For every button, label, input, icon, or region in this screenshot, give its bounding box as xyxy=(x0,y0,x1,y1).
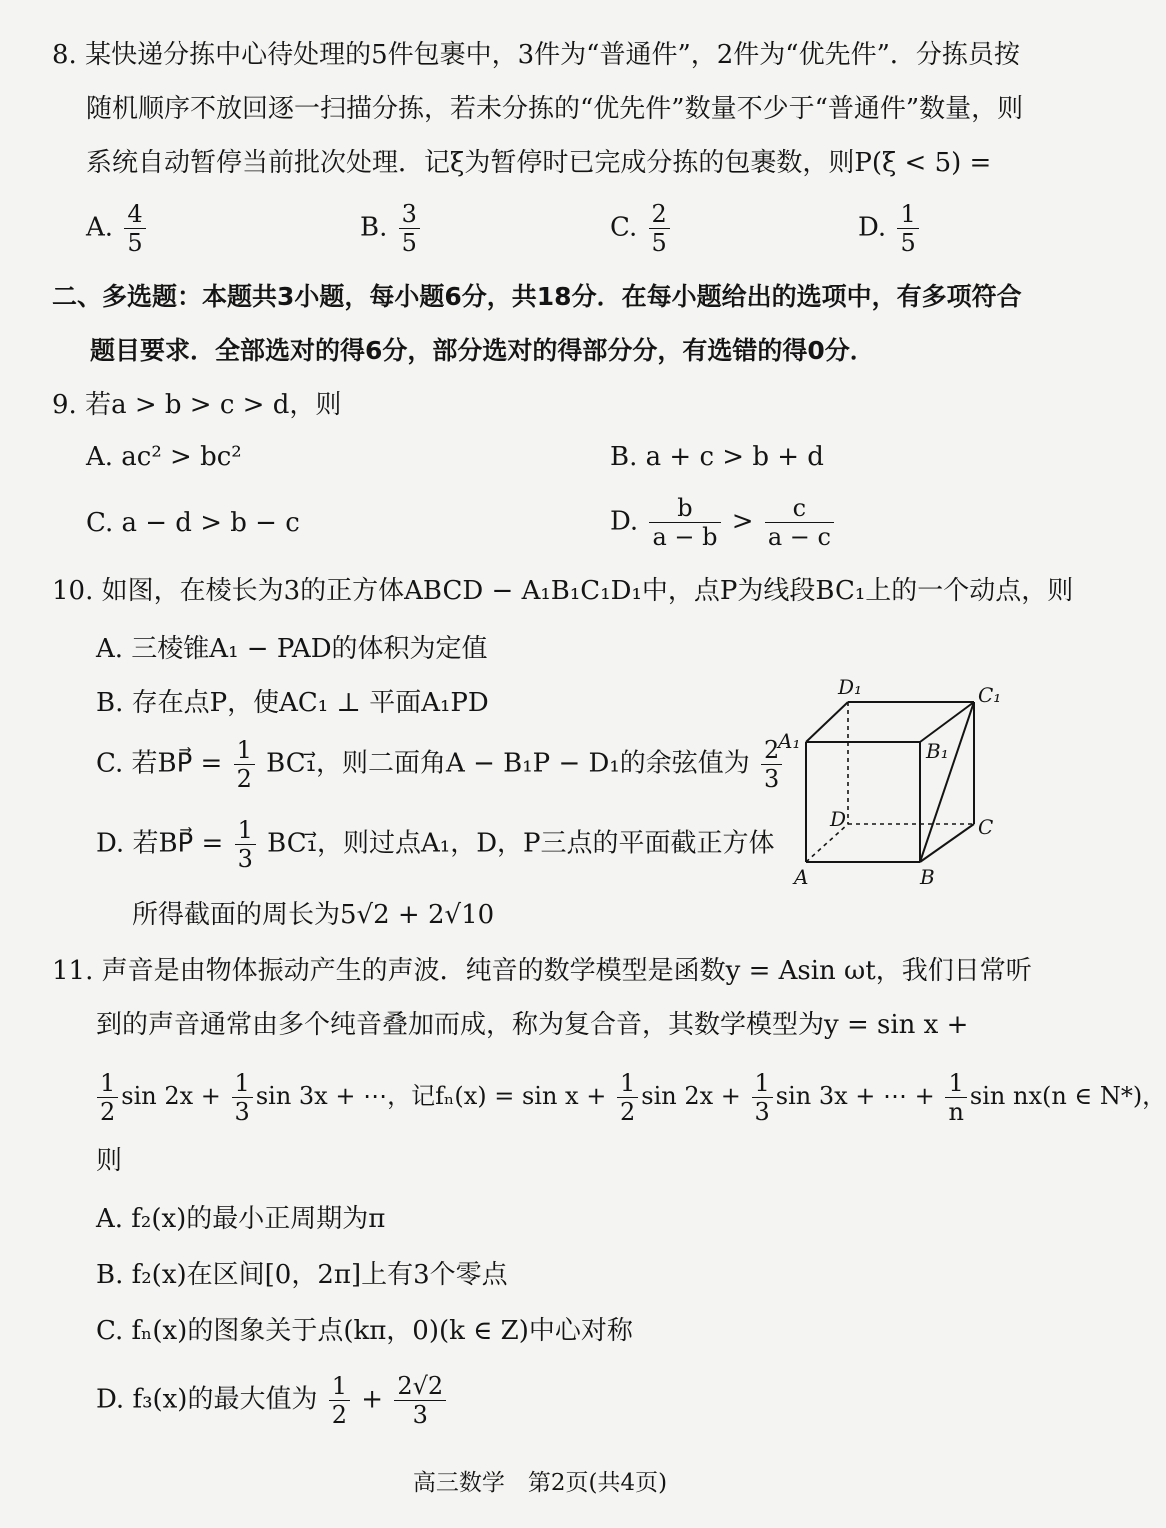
option-label: B. xyxy=(360,212,388,243)
label-b: B xyxy=(920,865,935,889)
formula-text: sin 2x + xyxy=(641,1082,741,1110)
label-a1: A₁ xyxy=(778,729,801,753)
numerator: 2 xyxy=(649,200,670,229)
q10-option-c[interactable] xyxy=(96,736,785,793)
numerator: 2 xyxy=(761,736,782,765)
q8-option-c[interactable] xyxy=(610,200,673,257)
fraction xyxy=(945,1069,966,1126)
label-a: A xyxy=(794,865,809,889)
q9-stem: 9. 若a > b > c > d，则 xyxy=(52,390,342,420)
option-text: BC₁⃗，则过点A₁，D，P三点的平面截正方体 xyxy=(267,828,775,859)
q8-line3: 系统自动暂停当前批次处理．记ξ为暂停时已完成分拣的包裹数，则P(ξ < 5) = xyxy=(86,148,992,178)
section2-heading-line2: 题目要求．全部选对的得6分，部分选对的得部分分，有选错的得0分． xyxy=(90,336,875,365)
denominator: 2 xyxy=(331,1401,347,1429)
numerator: 2√2 xyxy=(394,1372,446,1401)
greater-than: > xyxy=(731,506,754,537)
numerator: 1 xyxy=(232,1069,253,1098)
q8-option-a[interactable] xyxy=(86,200,149,257)
fraction xyxy=(649,200,670,257)
q11-option-c[interactable]: C. fₙ(x)的图象关于点(kπ，0)(k ∈ Z)中心对称 xyxy=(96,1316,633,1346)
q11-line2: 到的声音通常由多个纯音叠加而成，称为复合音，其数学模型为y = sin x + xyxy=(96,1010,969,1040)
page-footer: 高三数学 第2页(共4页) xyxy=(412,1470,668,1496)
denominator: a − b xyxy=(652,523,718,551)
q8-line1: 8. 某快递分拣中心待处理的5件包裹中，3件为“普通件”，2件为“优先件”．分拣员按 xyxy=(52,40,1020,70)
formula-text: sin 3x + ⋯，记fₙ(x) = sin x + xyxy=(255,1082,607,1110)
formula-text: sin 2x + xyxy=(121,1082,221,1110)
fraction xyxy=(649,494,720,551)
denominator: 3 xyxy=(764,765,780,793)
q11-option-a[interactable]: A. f₂(x)的最小正周期为π xyxy=(96,1204,386,1234)
q8-option-d[interactable] xyxy=(858,200,922,257)
denominator: 5 xyxy=(651,229,667,257)
q9-option-b[interactable]: B. a + c > b + d xyxy=(610,442,824,472)
numerator: 1 xyxy=(97,1069,118,1098)
fraction xyxy=(752,1069,773,1126)
option-text: BC₁⃗，则二面角A − B₁P − D₁的余弦值为 xyxy=(266,748,750,779)
option-text: C. 若BP⃗ = xyxy=(96,748,223,779)
plus-sign: + xyxy=(361,1384,384,1415)
denominator: 3 xyxy=(234,1098,250,1126)
numerator: 1 xyxy=(752,1069,773,1098)
label-d1: D₁ xyxy=(838,675,863,699)
numerator: 1 xyxy=(617,1069,638,1098)
q10-option-d[interactable] xyxy=(96,816,775,873)
fraction xyxy=(394,1372,446,1429)
denominator: 3 xyxy=(237,845,253,873)
q10-stem: 10. 如图，在棱长为3的正方体ABCD − A₁B₁C₁D₁中，点P为线段BC₁上的一个动点，则 xyxy=(52,576,1074,606)
q11-option-b[interactable]: B. f₂(x)在区间[0，2π]上有3个零点 xyxy=(96,1260,508,1290)
q8-line2: 随机顺序不放回逐一扫描分拣，若未分拣的“优先件”数量不少于“普通件”数量，则 xyxy=(86,94,1024,124)
denominator: 3 xyxy=(412,1401,428,1429)
option-label: A. xyxy=(86,212,114,243)
numerator: 1 xyxy=(897,200,918,229)
q9-option-d[interactable] xyxy=(610,494,837,551)
denominator: 2 xyxy=(236,765,252,793)
q11-line4: 则 xyxy=(96,1146,123,1176)
q11-line3 xyxy=(94,1066,1166,1126)
denominator: a − c xyxy=(767,523,831,551)
numerator: 4 xyxy=(124,200,145,229)
label-b1: B₁ xyxy=(926,739,949,763)
label-c: C xyxy=(978,815,994,839)
edge-b1-c1 xyxy=(920,702,974,742)
denominator: 5 xyxy=(127,229,143,257)
numerator: 1 xyxy=(329,1372,350,1401)
denominator: 5 xyxy=(900,229,916,257)
formula-text: sin 3x + ⋯ + xyxy=(775,1082,935,1110)
section2-heading-line1: 二、多选题：本题共3小题，每小题6分，共18分．在每小题给出的选项中，有多项符合 xyxy=(52,282,1022,311)
denominator: 2 xyxy=(619,1098,636,1126)
option-label: C. xyxy=(610,212,638,243)
numerator: 1 xyxy=(234,736,255,765)
option-text: D. 若BP⃗ = xyxy=(96,828,224,859)
denominator: 2 xyxy=(100,1098,116,1126)
q10-option-b[interactable]: B. 存在点P，使AC₁ ⊥ 平面A₁PD xyxy=(96,688,489,718)
numerator: b xyxy=(649,494,720,523)
segment-bc1 xyxy=(920,702,974,862)
option-label: D. xyxy=(610,506,639,537)
q11-line1: 11. 声音是由物体振动产生的声波．纯音的数学模型是函数y = Asin ωt，我们日常听 xyxy=(52,956,1032,986)
numerator: c xyxy=(765,494,834,523)
q10-option-d-line2: 所得截面的周长为5√2 + 2√10 xyxy=(132,900,495,930)
q9-option-a[interactable]: A. ac² > bc² xyxy=(86,442,242,472)
q10-option-a[interactable]: A. 三棱锥A₁ − PAD的体积为定值 xyxy=(96,634,488,664)
fraction xyxy=(399,200,420,257)
edge-a1-d1 xyxy=(806,702,848,742)
fraction xyxy=(124,200,145,257)
denominator: 5 xyxy=(401,229,417,257)
fraction xyxy=(232,1069,253,1126)
q11-option-d[interactable] xyxy=(96,1372,449,1429)
fraction xyxy=(234,736,255,793)
fraction xyxy=(97,1069,118,1126)
fraction xyxy=(235,816,256,873)
denominator: n xyxy=(948,1098,964,1126)
q9-option-c[interactable]: C. a − d > b − c xyxy=(86,508,300,538)
cube-figure xyxy=(770,672,1010,892)
edge-b-c xyxy=(920,824,974,862)
label-d: D xyxy=(830,807,847,831)
option-label: D. xyxy=(858,212,887,243)
fraction xyxy=(765,494,834,551)
formula-text: sin nx(n ∈ N*)， xyxy=(969,1082,1166,1110)
fraction xyxy=(329,1372,350,1429)
option-text: D. f₃(x)的最大值为 xyxy=(96,1384,318,1415)
numerator: 1 xyxy=(945,1069,966,1098)
numerator: 1 xyxy=(235,816,256,845)
label-c1: C₁ xyxy=(978,683,1002,707)
denominator: 3 xyxy=(754,1098,770,1126)
fraction xyxy=(617,1069,638,1126)
fraction xyxy=(897,200,918,257)
q8-option-b[interactable] xyxy=(360,200,423,257)
numerator: 3 xyxy=(399,200,420,229)
